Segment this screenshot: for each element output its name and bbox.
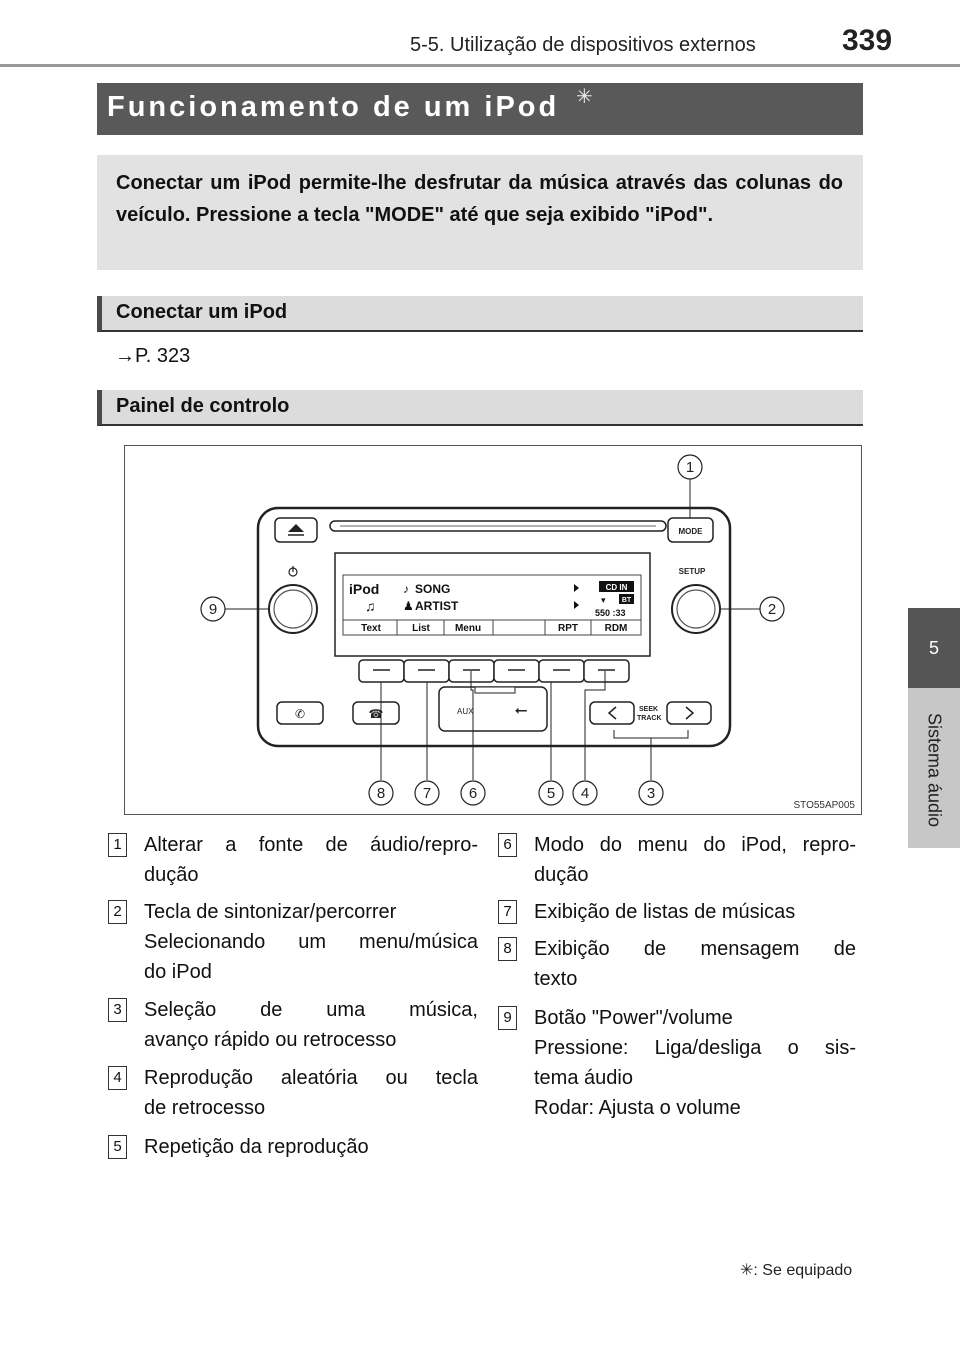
music-note-icon: ♫ bbox=[365, 598, 376, 614]
chapter-tab-number bbox=[908, 608, 960, 688]
legend-line: dução bbox=[144, 864, 199, 886]
display-time: 550 :33 bbox=[595, 608, 626, 618]
svg-text:CD IN: CD IN bbox=[605, 583, 628, 592]
hard-button-4 bbox=[494, 660, 539, 682]
header-section-title: 5-5. Utilização de dispositivos externos bbox=[410, 34, 756, 56]
legend-num-8: 8 bbox=[498, 937, 517, 961]
legend-line: Seleção de uma música, bbox=[144, 999, 478, 1021]
hard-button-1 bbox=[359, 660, 404, 682]
legend-num-9: 9 bbox=[498, 1006, 517, 1030]
legend-line: Alterar a fonte de áudio/repro- bbox=[144, 834, 478, 856]
section-panel-bar bbox=[97, 390, 863, 426]
phone-hangup-icon: ☎ bbox=[368, 707, 384, 721]
svg-text:BT: BT bbox=[621, 597, 632, 604]
legend-num-4: 4 bbox=[108, 1066, 127, 1090]
callout-2: 2 bbox=[767, 601, 777, 618]
hard-button-6 bbox=[584, 660, 629, 682]
aux-label: AUX bbox=[457, 707, 474, 716]
track-label: TRACK bbox=[637, 715, 662, 722]
display-source: iPod bbox=[349, 581, 380, 597]
legend-line: dução bbox=[534, 864, 589, 886]
page-number: 339 bbox=[842, 24, 893, 57]
legend-line: Pressione: Liga/desliga o sis- bbox=[534, 1037, 856, 1059]
artist-icon: ♟ bbox=[403, 599, 414, 613]
callout-6: 6 bbox=[468, 785, 478, 802]
equipped-mark-icon: ✳ bbox=[576, 86, 593, 108]
callout-1: 1 bbox=[685, 459, 695, 476]
mode-button-label: MODE bbox=[678, 527, 703, 536]
hard-buttons-row bbox=[359, 660, 629, 682]
legend-line: Tecla de sintonizar/percorrer bbox=[144, 901, 397, 923]
control-panel-figure bbox=[124, 445, 862, 815]
legend-line: avanço rápido ou retrocesso bbox=[144, 1029, 397, 1051]
header-rule bbox=[0, 64, 960, 67]
hard-button-5 bbox=[539, 660, 584, 682]
seek-up-button bbox=[667, 702, 711, 724]
page-reference-link[interactable]: →P. 323 bbox=[115, 345, 191, 367]
display-artist: ARTIST bbox=[415, 599, 459, 613]
hard-button-2 bbox=[404, 660, 449, 682]
legend-line: Repetição da reprodução bbox=[144, 1136, 369, 1158]
softkey-list: List bbox=[412, 623, 430, 634]
callout-4: 4 bbox=[580, 785, 590, 802]
callout-5: 5 bbox=[546, 785, 556, 802]
setup-label: SETUP bbox=[678, 567, 706, 576]
softkey-rpt: RPT bbox=[558, 623, 578, 634]
legend-num-6: 6 bbox=[498, 833, 517, 857]
seek-label: SEEK bbox=[639, 706, 659, 713]
intro-text: Conectar um iPod permite-lhe desfrutar da música através das colunas do veículo. Pressione a tecla "MODE" até que seja exibido "iPod". bbox=[116, 172, 843, 226]
legend-num-7: 7 bbox=[498, 900, 517, 924]
signal-icon: ▾ bbox=[601, 595, 606, 605]
usb-icon: ⭠ bbox=[514, 702, 528, 719]
legend-line: tema áudio bbox=[534, 1067, 633, 1089]
chapter-title: Sistema áudio bbox=[924, 712, 945, 828]
control-panel-illustration bbox=[125, 446, 861, 814]
display-song: SONG bbox=[415, 582, 451, 596]
softkey-text: Text bbox=[361, 623, 381, 634]
softkey-rdm: RDM bbox=[604, 623, 628, 634]
legend-line: Reprodução aleatória ou tecla bbox=[144, 1067, 478, 1089]
legend-num-5: 5 bbox=[108, 1135, 127, 1159]
callout-9: 9 bbox=[208, 601, 218, 618]
page-title-bar bbox=[97, 83, 863, 135]
callout-3: 3 bbox=[646, 785, 656, 802]
legend-num-3: 3 bbox=[108, 998, 127, 1022]
legend-line: de retrocesso bbox=[144, 1097, 266, 1119]
legend-line: Botão "Power"/volume bbox=[534, 1007, 733, 1029]
legend-line: Selecionando um menu/música bbox=[144, 931, 478, 953]
callout-7: 7 bbox=[422, 785, 432, 802]
legend-num-2: 2 bbox=[108, 900, 127, 924]
legend-line: Rodar: Ajusta o volume bbox=[534, 1097, 741, 1119]
page-title: Funcionamento de um iPod bbox=[107, 91, 560, 123]
figure-code: STO55AP005 bbox=[793, 800, 855, 811]
seek-down-button bbox=[590, 702, 634, 724]
display-screen bbox=[343, 575, 641, 635]
section-connect-bar bbox=[97, 296, 863, 332]
aux-usb-cover bbox=[439, 687, 547, 731]
svg-text:♪: ♪ bbox=[403, 582, 409, 596]
chapter-number: 5 bbox=[928, 637, 939, 658]
phone-pickup-icon: ✆ bbox=[294, 707, 306, 721]
intro-box bbox=[97, 155, 863, 270]
footnote: ✳: Se equipado bbox=[740, 1262, 853, 1279]
legend-line: Exibição de listas de músicas bbox=[534, 901, 796, 923]
section-panel-title: Painel de controlo bbox=[116, 395, 290, 417]
softkey-menu: Menu bbox=[454, 623, 482, 634]
legend-line: texto bbox=[534, 968, 578, 990]
legend-line: do iPod bbox=[144, 961, 212, 983]
section-connect-title: Conectar um iPod bbox=[116, 301, 288, 323]
legend-line: Exibição de mensagem de bbox=[534, 938, 856, 960]
callout-8: 8 bbox=[376, 785, 386, 802]
legend-line: Modo do menu do iPod, repro- bbox=[534, 834, 856, 856]
legend-num-1: 1 bbox=[108, 833, 127, 857]
